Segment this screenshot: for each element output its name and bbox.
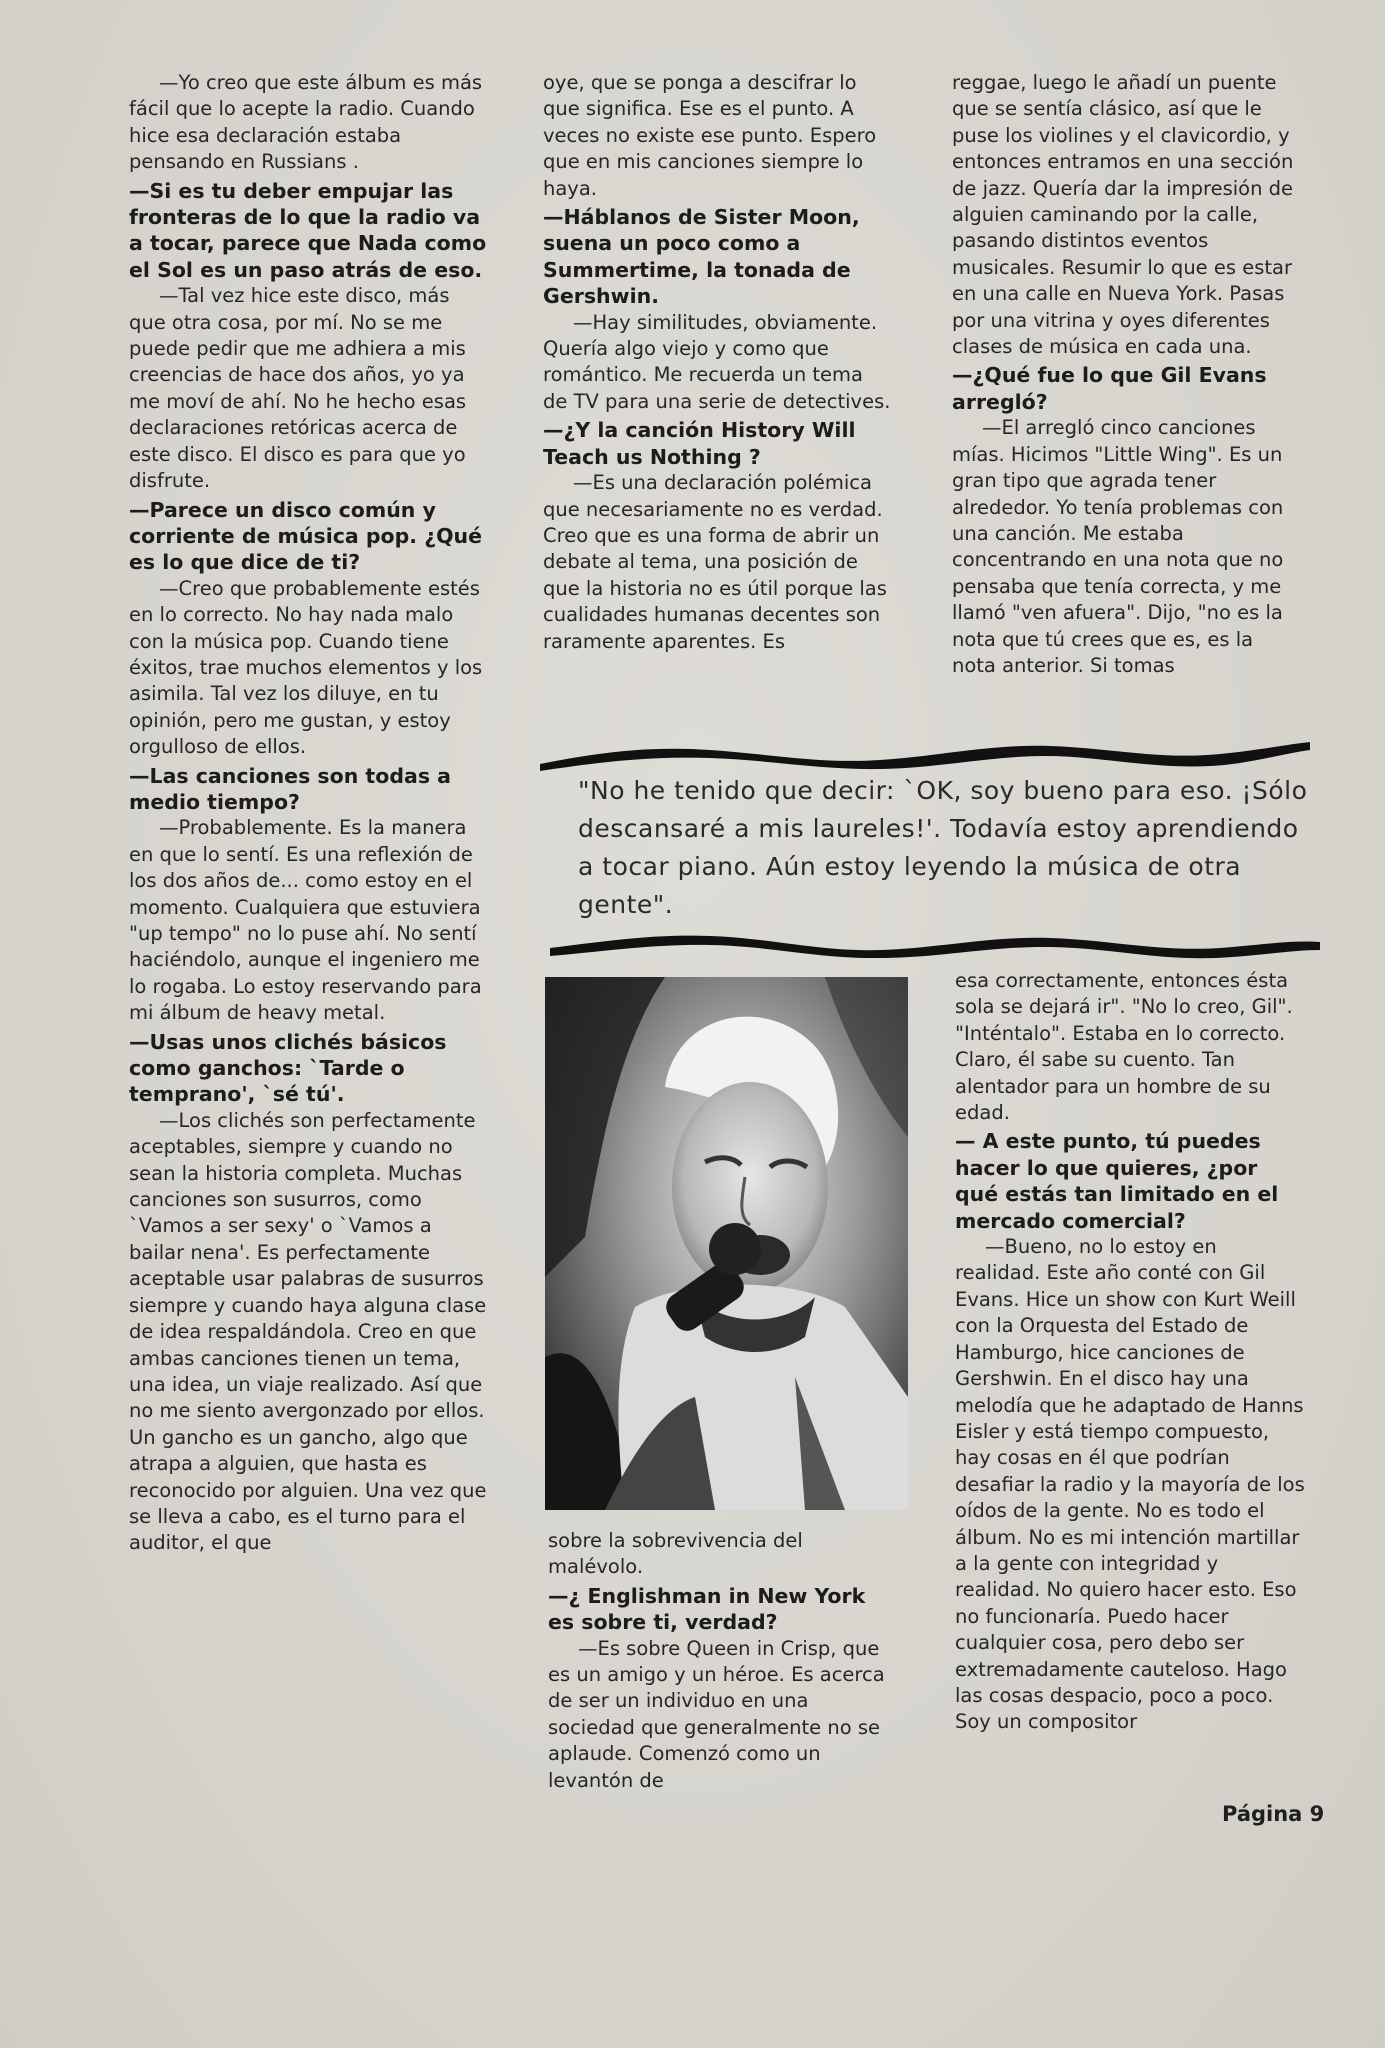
interview-answer: —Es una declaración polémica que necesariamente no es verdad. Creo que es una forma de abrir un debate al tema, una posición de que la historia no es útil porque las cualidades humanas decentes son raramente aparentes. Es: [543, 471, 887, 653]
interview-answer: sobre la sobrevivencia del malévolo.: [548, 1529, 803, 1579]
interview-answer: —Creo que probablemente estés en lo correcto. No hay nada malo con la música pop. Cuando tiene éxitos, trae muchos elementos y los asimila. Tal vez los diluye, en tu opinión, pero me gustan, y estoy orgulloso de ellos.: [129, 576, 483, 759]
interview-question: —Usas unos clichés básicos como ganchos: `Tarde o temprano', `sé tú'.: [129, 1029, 447, 1107]
interview-answer: —Es sobre Queen in Crisp, que es un amigo y un héroe. Es acerca de ser un individuo en una sociedad que generalmente no se aplaude. Comenzó como un levantón de: [548, 1636, 885, 1792]
interview-answer: oye, que se ponga a descifrar lo que significa. Ese es el punto. A veces no existe ese punto. Espero que en mis canciones siempre lo haya.: [543, 71, 877, 200]
interview-answer: —Los clichés son perfectamente aceptables, siempre y cuando no sean la historia completa. Muchas canciones son susurros, como `Vamos a ser sexy' o `Vamos a bailar nena'. Es perfectamente aceptable usar palabras de susurros siempre y cuando haya alguna clase de idea respaldándola. Creo en que ambas canciones tienen un tema, una idea, un viaje realizado. Así que no me siento avergonzado por ellos. Un gancho es un gancho, algo que atrapa a alguien, que hasta es reconocido por alguien. Una vez que se lleva a cabo, es el turno para el auditor, el que: [129, 1108, 487, 1555]
interview-answer: —Hay similitudes, obviamente. Quería algo viejo y como que romántico. Me recuerda un tema de TV para una serie de detectives.: [543, 310, 891, 413]
singer-photo: [545, 977, 908, 1510]
interview-question: —¿ Englishman in New York es sobre ti, verdad?: [548, 1583, 866, 1635]
interview-answer: —Tal vez hice este disco, más que otra cosa, por mí. No se me puede pedir que me adhiera a mis creencias de hace dos años, yo ya me moví de ahí. No he hecho esas declaraciones retóricas acerca de este disco. El disco es para que yo disfrute.: [129, 284, 467, 493]
article-column-1: [129, 70, 489, 1557]
article-column-3-lower: [955, 968, 1305, 1736]
page-number: Página 9: [1222, 1802, 1325, 1826]
interview-question: —Háblanos de Sister Moon, suena un poco como a Summertime, la tonada de Gershwin.: [543, 205, 860, 309]
interview-answer: —Probablemente. Es la manera en que lo sentí. Es una reflexión de los dos años de... como estoy en el momento. Cualquiera que estuviera "up tempo" no lo puse ahí. No sentí haciéndolo, aunque el ingeniero me lo rogaba. Lo estoy reservando para mi álbum de heavy metal.: [129, 816, 482, 1025]
interview-question: —Las canciones son todas a medio tiempo?: [129, 763, 451, 814]
article-column-3: [952, 70, 1302, 679]
interview-question: —¿Y la canción History Will Teach us Nothing ?: [543, 418, 856, 469]
interview-answer: reggae, luego le añadí un puente que se sentía clásico, así que le puse los violines y el clavicordio, y entonces entramos en una sección de jazz. Quería dar la impresión de alguien caminando por la calle, pasando distintos eventos musicales. Resumir lo que es estar en una calle en Nueva York. Pasas por una vitrina y oyes diferentes clases de música en cada una.: [952, 71, 1294, 359]
interview-answer: esa correctamente, entonces ésta sola se dejará ir". "No lo creo, Gil". "Inténtalo". Estaba en lo correcto. Claro, él sabe su cuento. Tan alentador para un hombre de su edad.: [955, 969, 1293, 1125]
pull-quote: "No he tenido que decir: `OK, soy bueno para eso. ¡Sólo descansaré a mis laureles!'. Todavía estoy aprendiendo a tocar piano. Aún estoy leyendo la música de otra gente".: [578, 776, 1308, 919]
interview-question: — A este punto, tú puedes hacer lo que quieres, ¿por qué estás tan limitado en el mercado comercial?: [955, 1129, 1279, 1233]
article-column-2: [543, 70, 893, 655]
interview-answer: —El arregló cinco canciones mías. Hicimos "Little Wing". Es un gran tipo que agrada tener alrededor. Yo tenía problemas con una canción. Me estaba concentrando en una nota que no pensaba que tenía correcta, y me llamó "ven afuera". Dijo, "no es la nota que tú crees que es, es la nota anterior. Si tomas: [952, 416, 1284, 677]
interview-question: —¿Qué fue lo que Gil Evans arregló?: [952, 363, 1267, 414]
wave-divider-bottom: [550, 928, 1320, 964]
wave-divider-top: [540, 738, 1310, 774]
interview-answer: —Bueno, no lo estoy en realidad. Este año conté con Gil Evans. Hice un show con Kurt Weill con la Orquesta del Estado de Hamburgo, hice canciones de Gershwin. En el disco hay una melodía que he adaptado de Hanns Eisler y está tiempo compuesto, hay cosas en él que podrían desafiar la radio y la mayoría de los oídos de la gente. No es todo el álbum. No es mi intención martillar a la gente con integridad y realidad. No quiero hacer esto. Eso no funcionaría. Puedo hacer cualquier cosa, pero debo ser extremadamente cauteloso. Hago las cosas despacio, poco a poco. Soy un compositor: [955, 1235, 1305, 1734]
interview-answer: —Yo creo que este álbum es más fácil que lo acepte la radio. Cuando hice esa declaración estaba pensando en Russians .: [129, 71, 483, 174]
interview-question: —Si es tu deber empujar las fronteras de lo que la radio va a tocar, parece que Nada como el Sol es un paso atrás de eso.: [129, 178, 487, 282]
article-column-2-lower: [548, 1528, 898, 1794]
interview-question: —Parece un disco común y corriente de música pop. ¿Qué es lo que dice de ti?: [129, 497, 483, 575]
